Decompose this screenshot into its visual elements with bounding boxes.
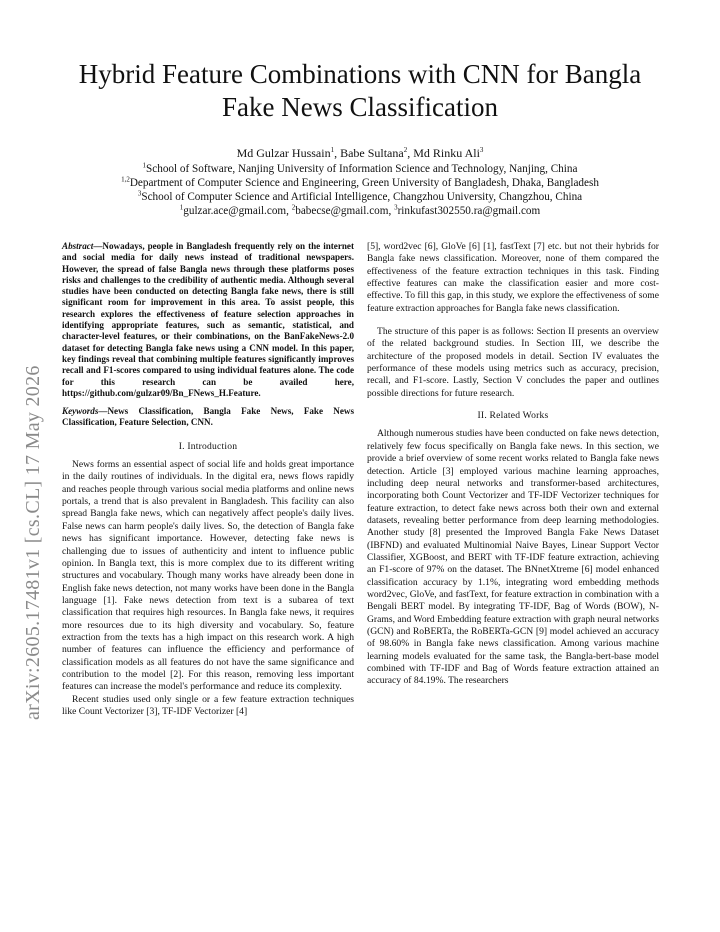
affil-sup: 3 (137, 189, 142, 198)
keywords-label: Keywords (62, 406, 99, 417)
author-name: Md Gulzar Hussain (236, 146, 331, 160)
section-heading-related-works: II. Related Works (477, 410, 549, 422)
affil-text: School of Computer Science and Artificial Intelligence, Changzhou University, Changzhou, China (141, 191, 583, 203)
author-block (55, 146, 665, 218)
affiliation (55, 190, 665, 204)
abstract-label: Abstract (62, 241, 94, 251)
author-name: Md Rinku Ali (413, 146, 480, 160)
paper-title: Hybrid Feature Combinations with CNN for Bangla Fake News Classification (78, 59, 642, 122)
email-text: babecse@gmail.com, (295, 205, 395, 217)
paragraph: Recent studies used only single or a few feature extraction techniques like Count Vectorizer [3], TF-IDF Vectorizer [4] (62, 693, 354, 717)
email-text: gulzar.ace@gmail.com, (183, 205, 292, 217)
keywords-text: —News Classification, Bangla Fake News, Fake News Classification, Feature Selection, CNN. (62, 406, 354, 428)
author-sup: 3 (479, 146, 484, 154)
affiliation (55, 162, 665, 176)
abstract-text: —Nowadays, people in Bangladesh frequently rely on the internet and social media for daily news instead of traditional newspapers. However, the spread of false Bangla news through these platforms poses risks and challenges to the credibility of authentic media. Although several studies have been conducted on detecting Bangla fake news, there is still significant room for improvement in this area. To assist people, this research explores the effectiveness of feature selection approaches in identifying appropriate features, such as semantic, statistical, and character-level features, or their combinations, on the BanFakeNews-2.0 dataset for detecting Bangla fake news using a CNN model. In this paper, key findings reveal that combining multiple features significantly improves recall and F1-scores compared to using individual features alone. The code for this research can be availed here, https://github.com/gulzar09/Bn_FNews_H.Feature. (62, 241, 354, 398)
affil-sup: 1 (142, 161, 147, 170)
affil-text: Department of Computer Science and Engineering, Green University of Bangladesh, Dhaka, Bangladesh (129, 177, 599, 189)
author-names: Md Gulzar Hussain$^1$, Babe Sultana$^2$, Md Rinku Ali$^3$ (236, 146, 484, 160)
section-heading-introduction: I. Introduction (178, 440, 238, 452)
paragraph: News forms an essential aspect of social life and holds great importance in the daily routines of individuals. In the digital era, news flows rapidly and reaches people through various social media platforms and online news portals, a trend that is also prevalent in Bangladesh. This facility can also spread Bangla fake news, which can negatively affect people's daily lives. False news can harm people's daily lives. So, the detection of Bangla fake news has significant importance. However, detecting fake news is challenging due to issues of authenticity and intent to influence public opinion. In Bangla text, this is more complex due to its different writing structures and vocabulary. Though many works have already been done in English fake news detection, not many works have been done in the Bangla language [1]. Fake news detection from text is a subarea of text classification that requires high resources. In Bangla fake news, it requires more resources due to its high diversity and vocabulary. So, feature extraction from the texts has a high impact on this research work. A high number of features can influence the efficiency and performance of classification models as all features do not have the same significance and contribution to the model [2]. For this reason, removing less important features can increase the model's performance and reduce its complexity. (62, 459, 354, 693)
paragraph: Although numerous studies have been conducted on fake news detection, relatively few focus specifically on Bangla fake news. In this section, we provide a brief overview of some recent works related to Bangla fake news detection. Article [3] employed various machine learning approaches, including deep neural networks and transformer-based architectures, incorporating both Count Vectorizer and TF-IDF Vectorizer techniques for feature extraction, to detect fake news across both their own and external datasets, revealing better performance from deep learning methodologies. Another study [8] presented the Improved Bangla Fake News Dataset (IBFND) and evaluated Multinomial Naive Bayes, Linear Support Vector Classifier, XGBoost, and BERT with TF-IDF feature extraction, achieving an F1-score of 97% on the dataset. The BNnetXtreme [6] model enhanced classification accuracy by 1.1%, integrating word embedding methods word2vec, GloVe, and fastText, for feature extraction in combination with a Bengali BERT model. By integrating TF-IDF, Bag of Words (BOW), N-Grams, and Word Embedding feature extraction with graph neural networks (GCN) and RoBERTa, the RoBERTa-GCN [9] model achieved an accuracy of 98.60% in Bangla fake news classification. Among various machine learning models evaluated for the same task, the Bangla-bert-base model combined with TF-IDF and Bag of Words feature extraction attained an accuracy of 84.19%. The researchers (367, 428, 659, 687)
email-sup: 2 (291, 203, 296, 212)
abstract (62, 241, 354, 399)
affil-text: School of Software, Nanjing University of Information Science and Technology, Nanjing, China (146, 163, 578, 175)
author-sup: 1 (330, 146, 335, 154)
right-column (367, 241, 659, 688)
affil-sup: 1,2 (121, 175, 130, 184)
email-sup: 3 (394, 203, 398, 212)
author-name: Babe Sultana (340, 146, 404, 160)
paragraph: The structure of this paper is as follows: Section II presents an overview of the related background studies. In Section III, we describe the architecture of the proposed models in detail. Section IV evaluates the performance of these models using metrics such as accuracy, precision, recall, and F1-score. Lastly, Section V concludes the paper and outlines possible directions for future research. (367, 326, 659, 399)
author-sup: 2 (403, 146, 408, 154)
left-column (62, 241, 354, 718)
paragraph: [5], word2vec [6], GloVe [6] [1], fastText [7] etc. but not their hybrids for Bangla fake news classification. Moreover, none of them compared the effectiveness of the feature extraction techniques in this task. Finding effective features can make the classification easier and more cost-effective. To fill this gap, in this study, we explore the effectiveness of some feature extraction approaches for Bangla fake news classification. (367, 241, 659, 314)
arxiv-stamp: arXiv:2605.17481v1 [cs.CL] 17 May 2026 (22, 365, 44, 720)
keywords (62, 406, 354, 429)
email-text: rinkufast302550.ra@gmail.com (397, 205, 541, 217)
affiliation (55, 176, 665, 190)
email-sup: 1 (179, 203, 184, 212)
author-emails (55, 204, 665, 218)
